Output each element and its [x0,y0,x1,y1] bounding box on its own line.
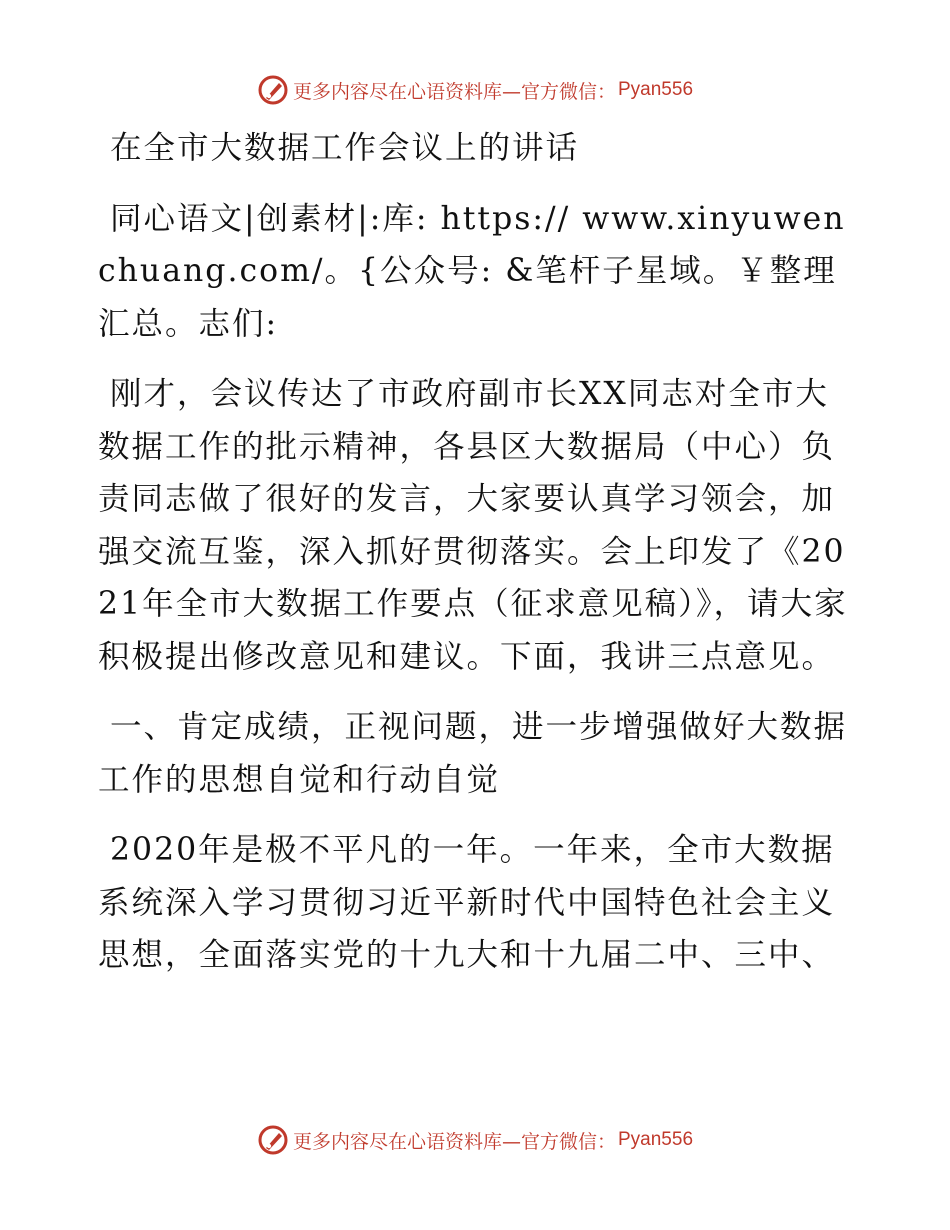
document-body [98,122,850,1000]
document-title: 在全市大数据工作会议上的讲话 [110,130,580,166]
wechat-id: Pyan556 [618,79,694,100]
paragraph-1: 刚才，会议传达了市政府副市长XX同志对全市大数据工作的批示精神，各县区大数据局（中心）负责同志做了很好的发言，大家要认真学习领会，加强交流互鉴，深入抓好贯彻落实。会上印发了《2021年全市大数据工作要点（征求意见稿）》，请大家积极提出修改意见和建议。下面，我讲三点意见。 [98,376,848,675]
wechat-label: —官方微信： [501,1130,616,1153]
paragraph-2: 2020年是极不平凡的一年。一年来，全市大数据系统深入学习贯彻习近平新时代中国特色社会主义思想，全面落实党的十九大和十九届二中、三中、 [98,832,836,973]
footer-banner [0,1120,950,1160]
pen-logo-icon [257,1124,289,1156]
wechat-id: Pyan556 [618,1129,694,1150]
source-line: 同心语文|创素材|:库: https:// www.xinyuwenchuang.com/。{公众号: &笔杆子星域。￥整理汇总。志们: [98,200,846,342]
wechat-label: —官方微信： [501,80,616,103]
promo-text: 更多内容尽在心语资料库 [292,1130,502,1153]
promo-text: 更多内容尽在心语资料库 [292,80,502,103]
section-heading-1: 一、肯定成绩，正视问题，进一步增强做好大数据工作的思想自觉和行动自觉 [98,709,848,798]
header-banner [0,70,950,110]
pen-logo-icon [257,74,289,106]
